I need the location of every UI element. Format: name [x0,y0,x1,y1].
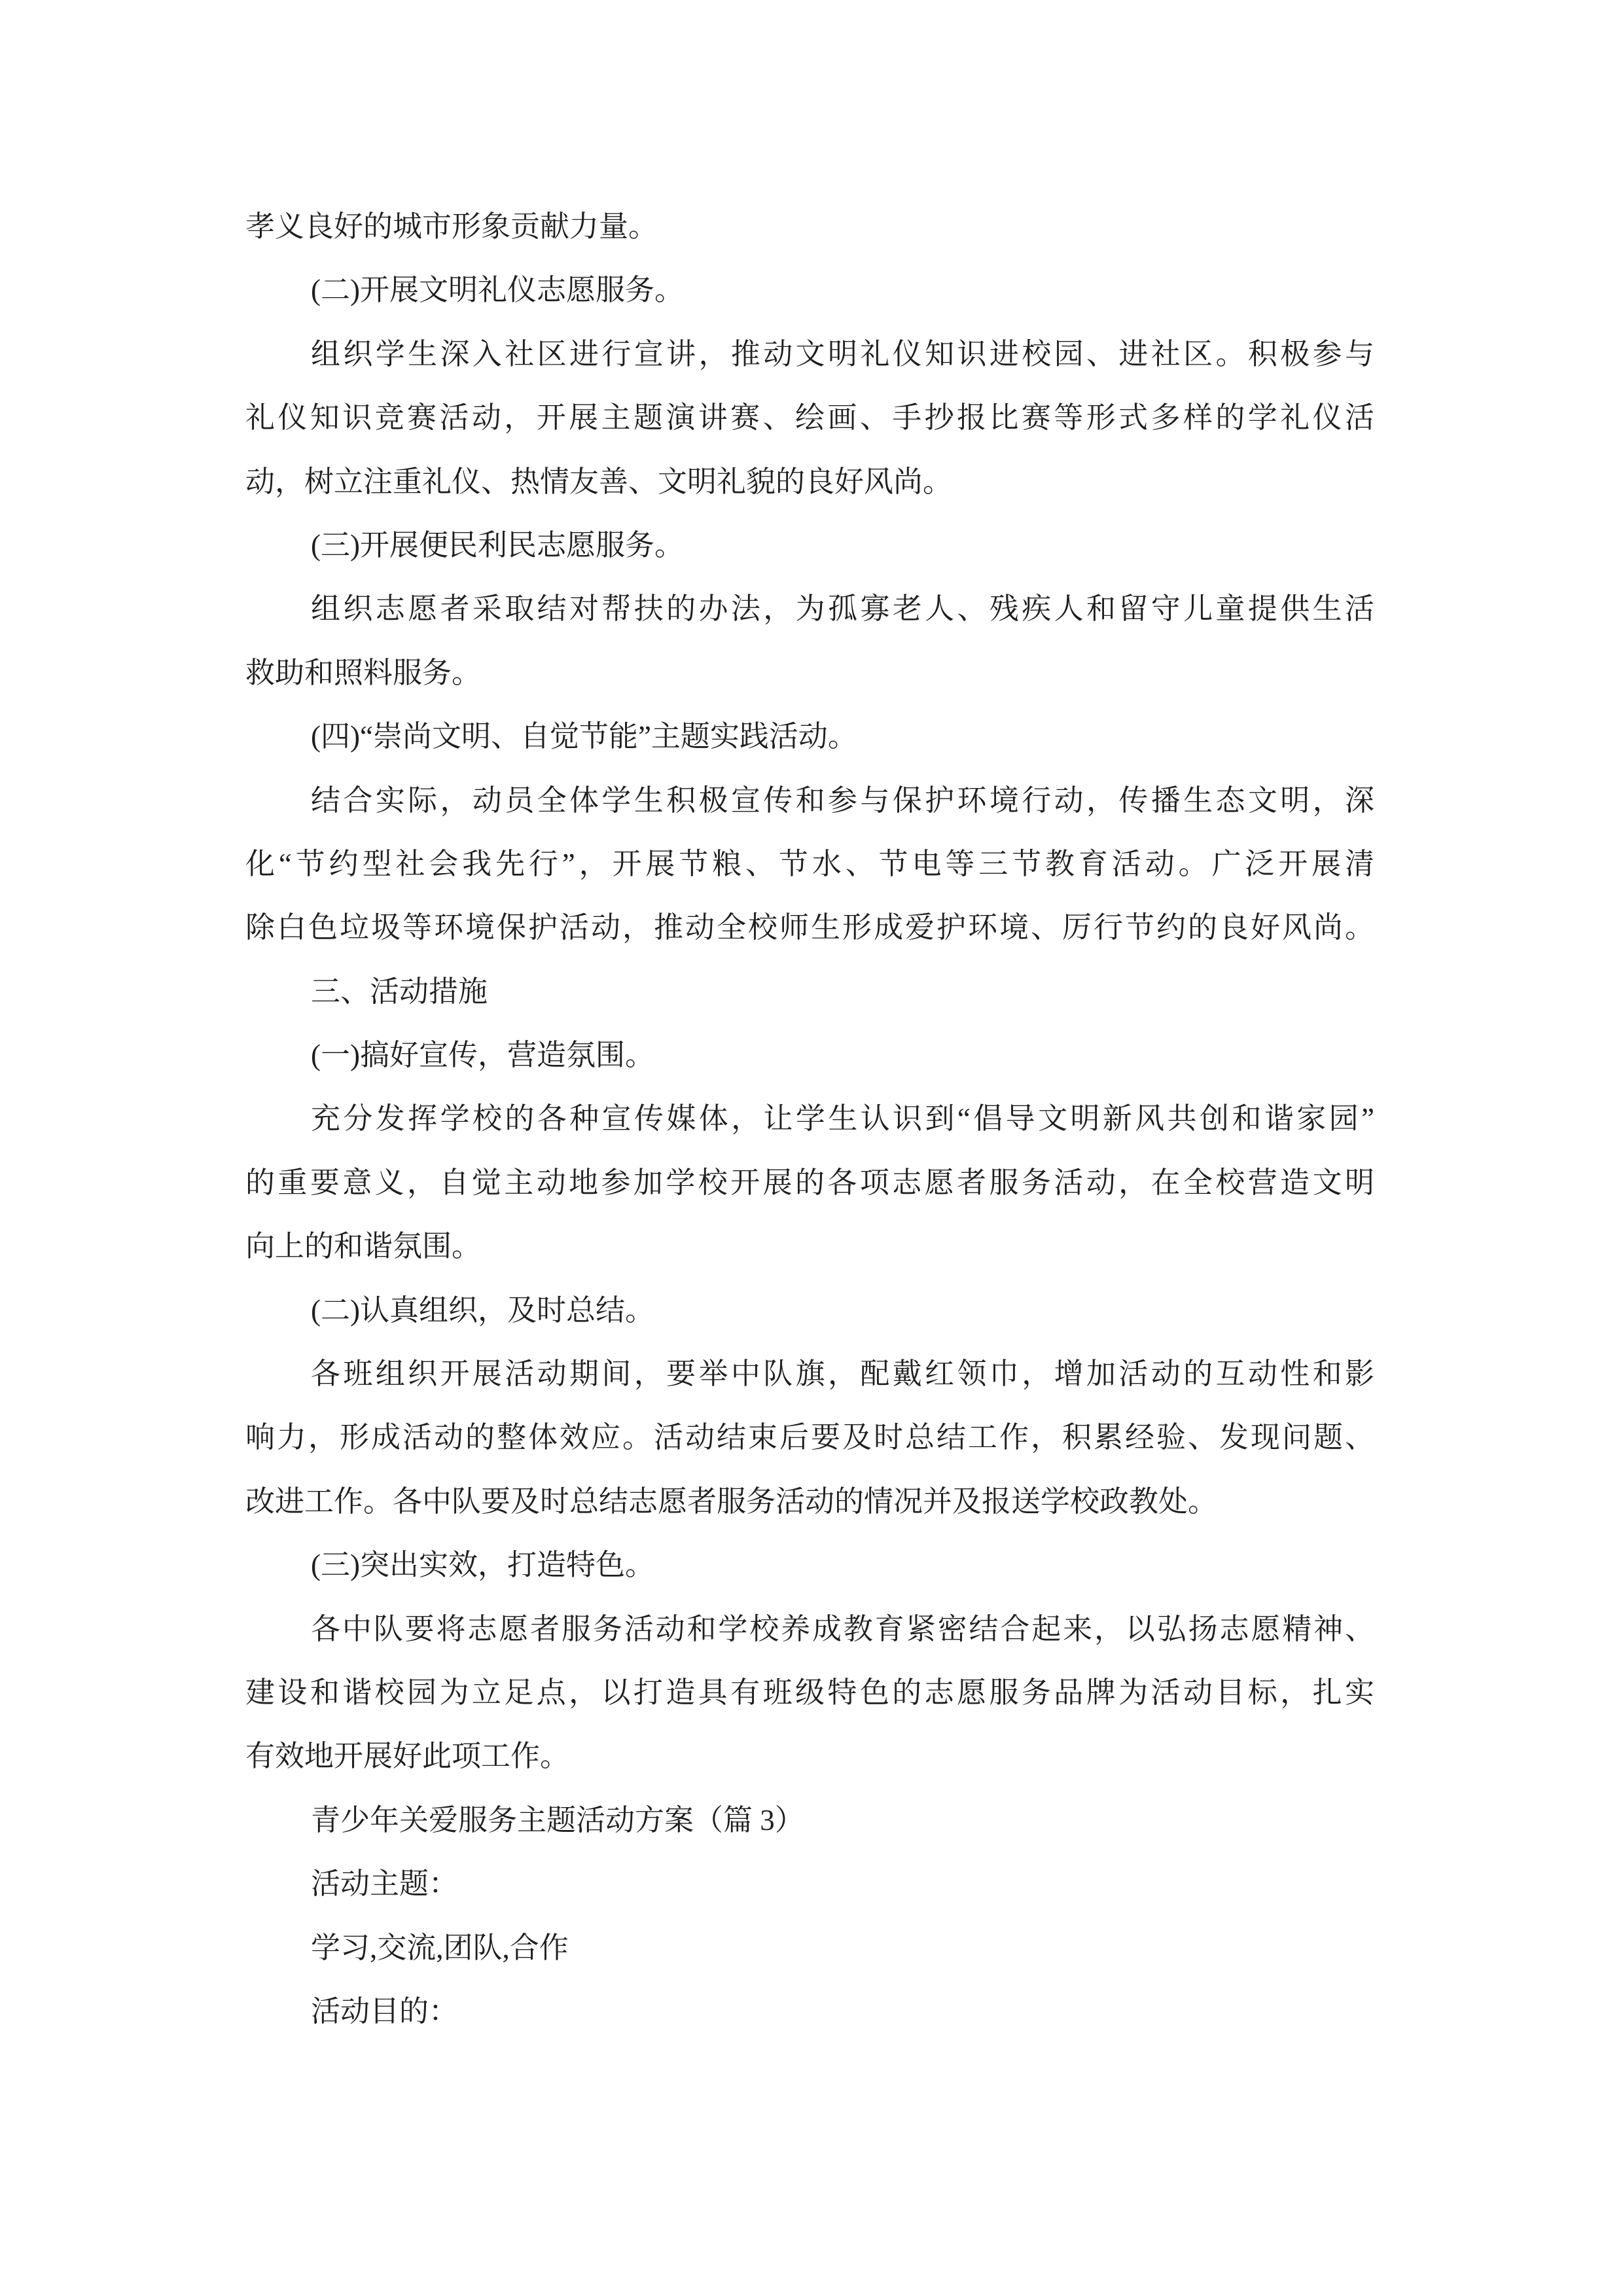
paragraph-line: 救助和照料服务。 [245,656,482,689]
paragraph [245,705,1374,768]
paragraph-line: 向上的和谐氛围。 [245,1230,482,1263]
paragraph [245,323,1374,514]
paragraph [245,1342,1374,1534]
paragraph [245,1980,1374,2043]
paragraph [245,1534,1374,1597]
paragraph-line: 动，树立注重礼仪、热情友善、文明礼貌的良好风尚。 [245,465,953,498]
section-heading: (二)开展文明礼仪志愿服务。 [311,274,684,307]
field-value: 学习,交流,团队,合作 [311,1931,569,1964]
paragraph [245,195,1374,259]
section-heading: (三)开展便民利民志愿服务。 [311,528,684,562]
paragraph-line: 结合实际，动员全体学生积极宣传和参与保护环境行动，传播生态文明，深 [311,783,1374,817]
paragraph [245,1024,1374,1087]
paragraph [245,769,1374,960]
paragraph-line: 建设和谐校园为立足点，以打造具有班级特色的志愿服务品牌为活动目标，扎实 [245,1676,1374,1709]
paragraph-line: 有效地开展好此项工作。 [245,1740,570,1773]
paragraph-line: 的重要意义，自觉主动地参加学校开展的各项志愿者服务活动，在全校营造文明 [245,1166,1374,1199]
paragraph-line: 响力，形成活动的整体效应。活动结束后要及时总结工作，积累经验、发现问题、 [245,1421,1374,1454]
paragraph [245,1279,1374,1342]
paragraph [245,514,1374,577]
section-heading: (三)突出实效，打造特色。 [311,1549,654,1582]
paragraph [245,1789,1374,1852]
section-heading: (二)认真组织，及时总结。 [311,1293,654,1327]
paragraph-line: 各中队要将志愿者服务活动和学校养成教育紧密结合起来，以弘扬志愿精神、 [311,1612,1374,1645]
article-title: 青少年关爱服务主题活动方案（篇 3） [311,1803,804,1837]
section-heading: (四)“崇尚文明、自觉节能”主题实践活动。 [311,720,857,753]
paragraph [245,1598,1374,1789]
paragraph-line: 除白色垃圾等环境保护活动，推动全校师生形成爱护环境、厉行节约的良好风尚。 [245,911,1374,944]
paragraph [245,1852,1374,1916]
document-page [245,195,1374,2043]
paragraph [245,1087,1374,1278]
paragraph [245,577,1374,705]
field-label: 活动目的： [311,1994,459,2028]
paragraph-line: 充分发挥学校的各种宣传媒体，让学生认识到“倡导文明新风共创和谐家园” [311,1102,1374,1136]
section-heading: (一)搞好宣传，营造氛围。 [311,1039,654,1072]
paragraph [245,259,1374,322]
paragraph-line: 孝义良好的城市形象贡献力量。 [245,210,658,243]
section-title: 三、活动措施 [311,975,488,1008]
field-label: 活动主题： [311,1867,459,1901]
paragraph-line: 改进工作。各中队要及时总结志愿者服务活动的情况并及报送学校政教处。 [245,1484,1218,1518]
paragraph [245,960,1374,1024]
paragraph [245,1916,1374,1980]
paragraph-line: 化“节约型社会我先行”，开展节粮、节水、节电等三节教育活动。广泛开展清 [245,847,1374,880]
paragraph-line: 组织学生深入社区进行宣讲，推动文明礼仪知识进校园、进社区。积极参与 [311,337,1374,370]
paragraph-line: 组织志愿者采取结对帮扶的办法，为孤寡老人、残疾人和留守儿童提供生活 [311,592,1374,626]
paragraph-line: 礼仪知识竞赛活动，开展主题演讲赛、绘画、手抄报比赛等形式多样的学礼仪活 [245,401,1374,435]
paragraph-line: 各班组织开展活动期间，要举中队旗，配戴红领巾，增加活动的互动性和影 [311,1357,1374,1391]
